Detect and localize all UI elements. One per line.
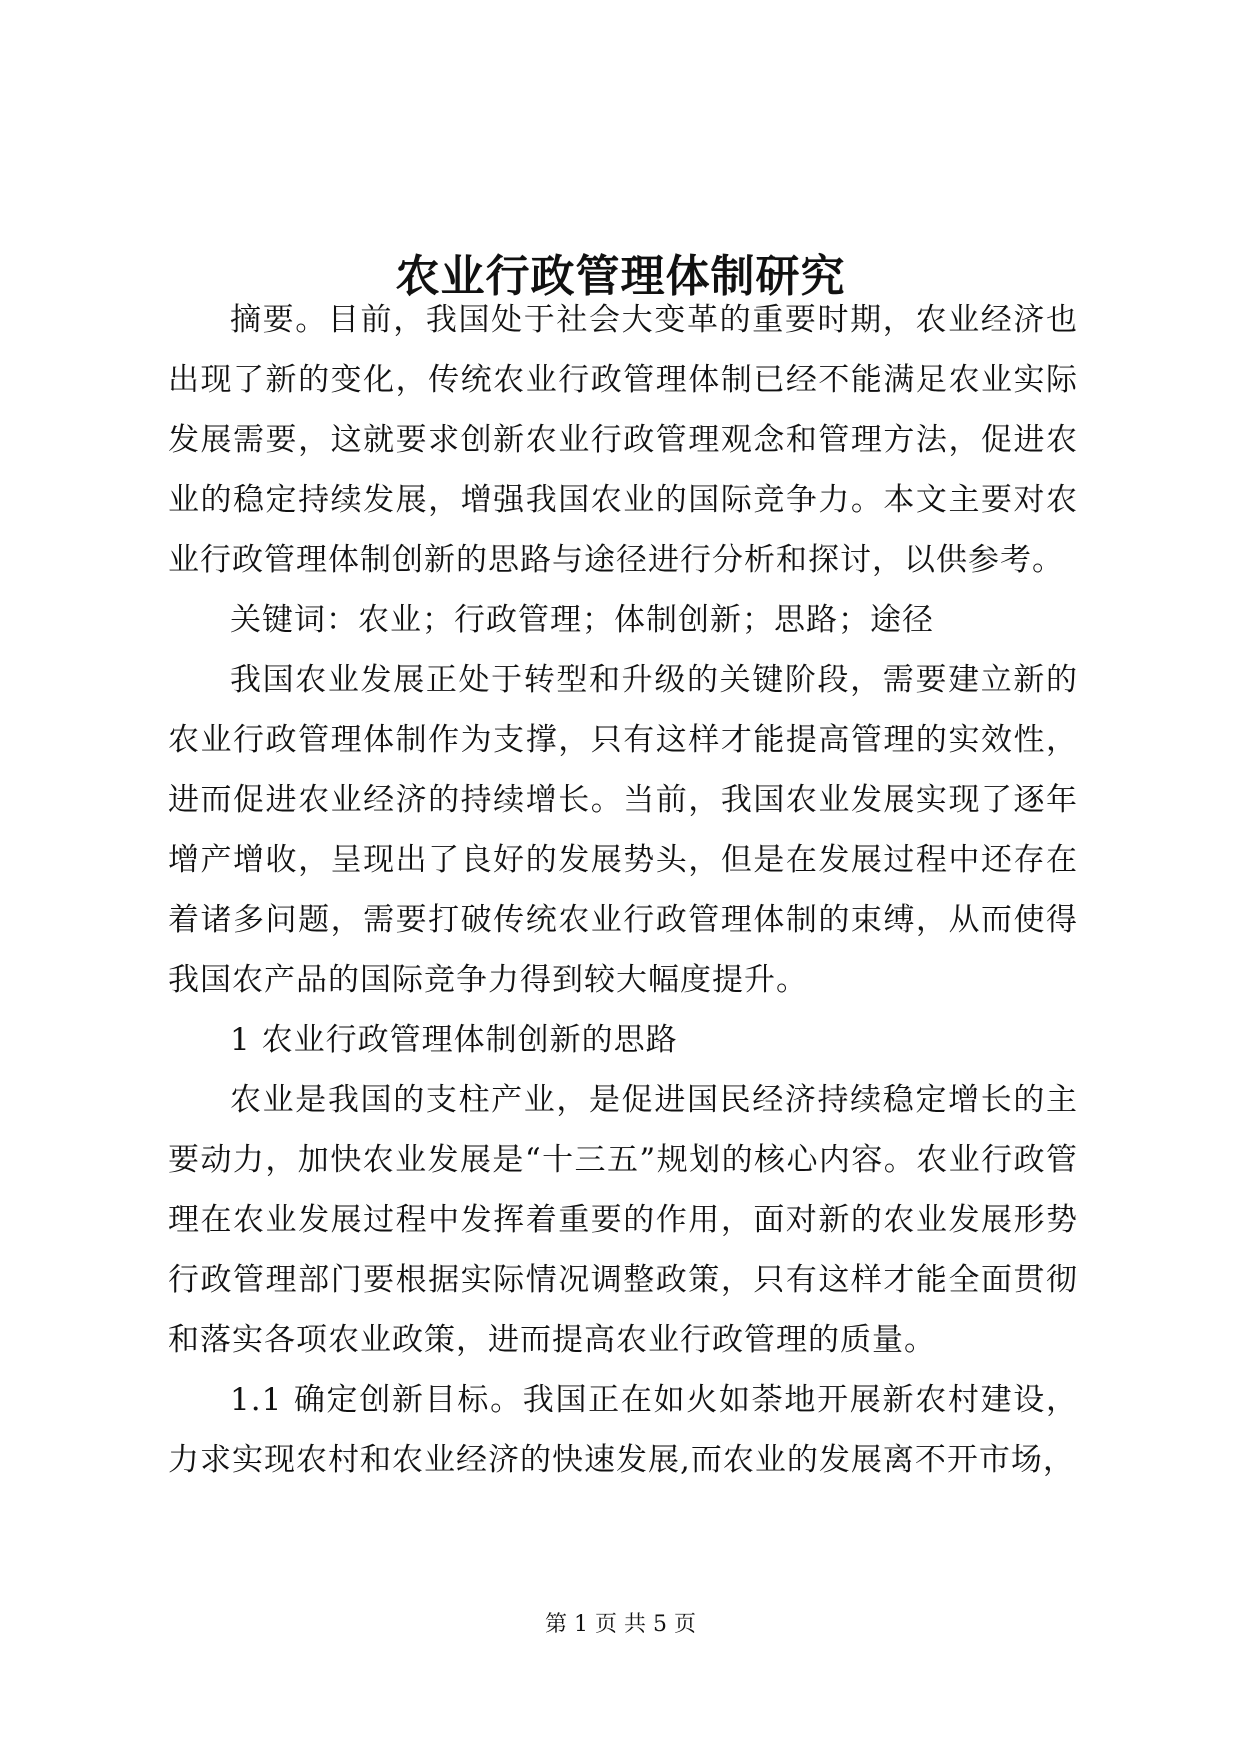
subsection-paragraph: 1.1 确定创新目标。我国正在如火如荼地开展新农村建设，力求实现农村和农业经济的快速发展,而农业的发展离不开市场，: [168, 1382, 1078, 1478]
page-footer: 第 1 页 共 5 页: [545, 1612, 696, 1637]
intro-paragraph: 我国农业发展正处于转型和升级的关键阶段，需要建立新的农业行政管理体制作为支撑，只有这样才能提高管理的实效性，进而促进农业经济的持续增长。当前，我国农业发展实现了逐年增产增收，呈现出了良好的发展势头，但是在发展过程中还存在着诸多问题，需要打破传统农业行政管理体制的束缚，从而使得我国农产品的国际竞争力得到较大幅度提升。: [168, 662, 1078, 998]
section-paragraph: 农业是我国的支柱产业，是促进国民经济持续稳定增长的主要动力，加快农业发展是“十三五”规划的核心内容。农业行政管理在农业发展过程中发挥着重要的作用，面对新的农业发展形势行政管理部门要根据实际情况调整政策，只有这样才能全面贯彻和落实各项农业政策，进而提高农业行政管理的质量。: [168, 1082, 1078, 1358]
document-title: 农业行政管理体制研究: [395, 251, 846, 303]
keywords-paragraph: 关键词：农业；行政管理；体制创新；思路；途径: [230, 602, 934, 638]
section-heading: 1 农业行政管理体制创新的思路: [230, 1022, 678, 1058]
document-body: [168, 290, 1078, 1490]
abstract-paragraph: 摘要。目前，我国处于社会大变革的重要时期，农业经济也出现了新的变化，传统农业行政管理体制已经不能满足农业实际发展需要，这就要求创新农业行政管理观念和管理方法，促进农业的稳定持续发展，增强我国农业的国际竞争力。本文主要对农业行政管理体制创新的思路与途径进行分析和探讨，以供参考。: [168, 302, 1078, 578]
